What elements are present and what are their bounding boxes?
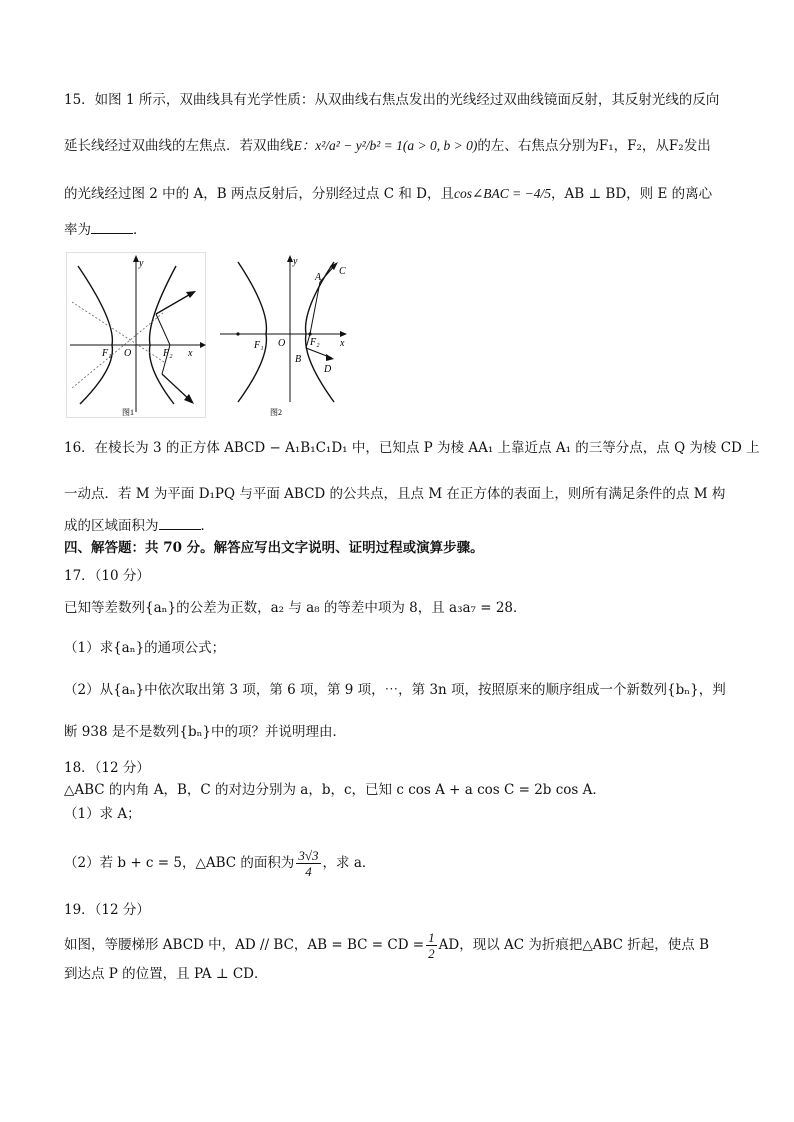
- q16-line3: 成的区域面积为 ．: [64, 518, 214, 534]
- q15-figure-1: [66, 252, 206, 418]
- fig2-d-label: D: [324, 364, 332, 375]
- fig1-x-label: x: [188, 348, 193, 359]
- q18-part1: （1）求 A；: [64, 806, 141, 822]
- fig2-f2-label: F₂: [310, 337, 320, 348]
- q17-part2-line1: （2）从{aₙ}中依次取出第 3 项，第 6 项，第 9 项，⋯，第 3n 项，按照原来的顺序组成一个新数列{bₙ}，判: [64, 682, 726, 698]
- q15-line4: 率为 ．: [64, 222, 147, 238]
- q19-fraction-numerator: 1: [428, 930, 435, 945]
- q19-line1-text-b: AD，现以 AC 为折痕把△ABC 折起，使点 B: [438, 937, 709, 953]
- fig1-y-label: y: [139, 258, 144, 269]
- q19-fraction-denominator: 2: [428, 946, 435, 961]
- q15-line3: [64, 184, 732, 204]
- fig2-b-label: B: [295, 354, 302, 365]
- q19-head: 19．（12 分）: [64, 902, 150, 918]
- q15-line1: 15．如图 1 所示，双曲线具有光学性质：从双曲线右焦点发出的光线经过双曲线镜面反射，其反射光线的反向: [64, 92, 720, 108]
- fig1-caption: 图1: [122, 408, 134, 417]
- q15-line2: [64, 136, 732, 156]
- q17-part2-line2: 断 938 是不是数列{bₙ}中的项？并说明理由．: [64, 724, 347, 740]
- q15-cos-equation: cos∠BAC = −4/5: [453, 186, 551, 201]
- q19-line1-text: 如图，等腰梯形 ABCD 中，AD // BC，AB = BC = CD =: [64, 937, 425, 953]
- q18-head: 18．（12 分）: [64, 760, 150, 776]
- fig2-caption: 图2: [270, 408, 282, 417]
- q17-head: 17．（10 分）: [64, 568, 150, 584]
- fig2-x-label: x: [340, 338, 345, 349]
- q17-part1: （1）求{aₙ}的通项公式；: [64, 640, 226, 656]
- fig2-f1-label: F₁: [254, 340, 264, 351]
- q18-fraction-denominator: 4: [305, 864, 312, 879]
- q18-part2-text: （2）若 b + c = 5，△ABC 的面积为: [64, 855, 295, 871]
- q18-part2-text-b: ，求 a．: [322, 855, 376, 871]
- q17-line1: 已知等差数列{aₙ}的公差为正数，a₂ 与 a₈ 的等差中项为 8，且 a₃a₇ = 28．: [64, 600, 527, 616]
- q16-line1: 16．在棱长为 3 的正方体 ABCD − A₁B₁C₁D₁ 中，已知点 P 为棱 AA₁ 上靠近点 A₁ 的三等分点，点 Q 为棱 CD 上: [64, 440, 760, 456]
- q15-figure-2: [216, 252, 356, 418]
- q19-line2: 到达点 P 的位置，且 PA ⊥ CD．: [64, 966, 268, 982]
- fig2-origin-label: O: [278, 338, 286, 349]
- fig1-f1-label: F₁: [102, 348, 112, 359]
- q18-fraction-numerator: 3√3: [298, 848, 319, 863]
- q15-line2-text: 延长线经过双曲线的左焦点．若双曲线: [64, 138, 294, 154]
- q16-answer-prompt: 成的区域面积为: [64, 518, 159, 534]
- fig1-f2-label: F₂: [163, 348, 173, 359]
- q15-hyperbola-equation: E：x²/a² − y²/b² = 1(a > 0, b > 0): [293, 138, 478, 153]
- q18-part2: [64, 848, 732, 879]
- q19-half-fraction: [426, 930, 437, 961]
- q15-line3-text: 的光线经过图 2 中的 A，B 两点反射后，分别经过点 C 和 D，且: [64, 186, 454, 202]
- q16-answer-blank: [159, 517, 201, 530]
- q19-line1: [64, 930, 732, 961]
- q15-line3-text-b: ，AB ⊥ BD，则 E 的离心: [550, 186, 713, 202]
- q15-line2-text-b: 的左、右焦点分别为F₁，F₂，从F₂发出: [477, 138, 711, 154]
- q15-answer-prompt: 率为: [64, 222, 91, 238]
- q18-area-fraction: [296, 848, 320, 879]
- q15-answer-blank: [91, 221, 133, 234]
- fig2-y-label: y: [293, 256, 298, 267]
- q16-line2: 一动点．若 M 为平面 D₁PQ 与平面 ABCD 的公共点，且点 M 在正方体的表面上，则所有满足条件的点 M 构: [64, 486, 726, 502]
- q18-line1: △ABC 的内角 A，B，C 的对边分别为 a，b，c，已知 c cos A + a cos C = 2b cos A．: [64, 782, 606, 798]
- fig1-origin-label: O: [124, 348, 132, 359]
- section-4-heading: 四、解答题：共 70 分。解答应写出文字说明、证明过程或演算步骤。: [64, 540, 484, 556]
- fig2-a-label: A: [315, 272, 322, 283]
- fig2-c-label: C: [339, 266, 346, 277]
